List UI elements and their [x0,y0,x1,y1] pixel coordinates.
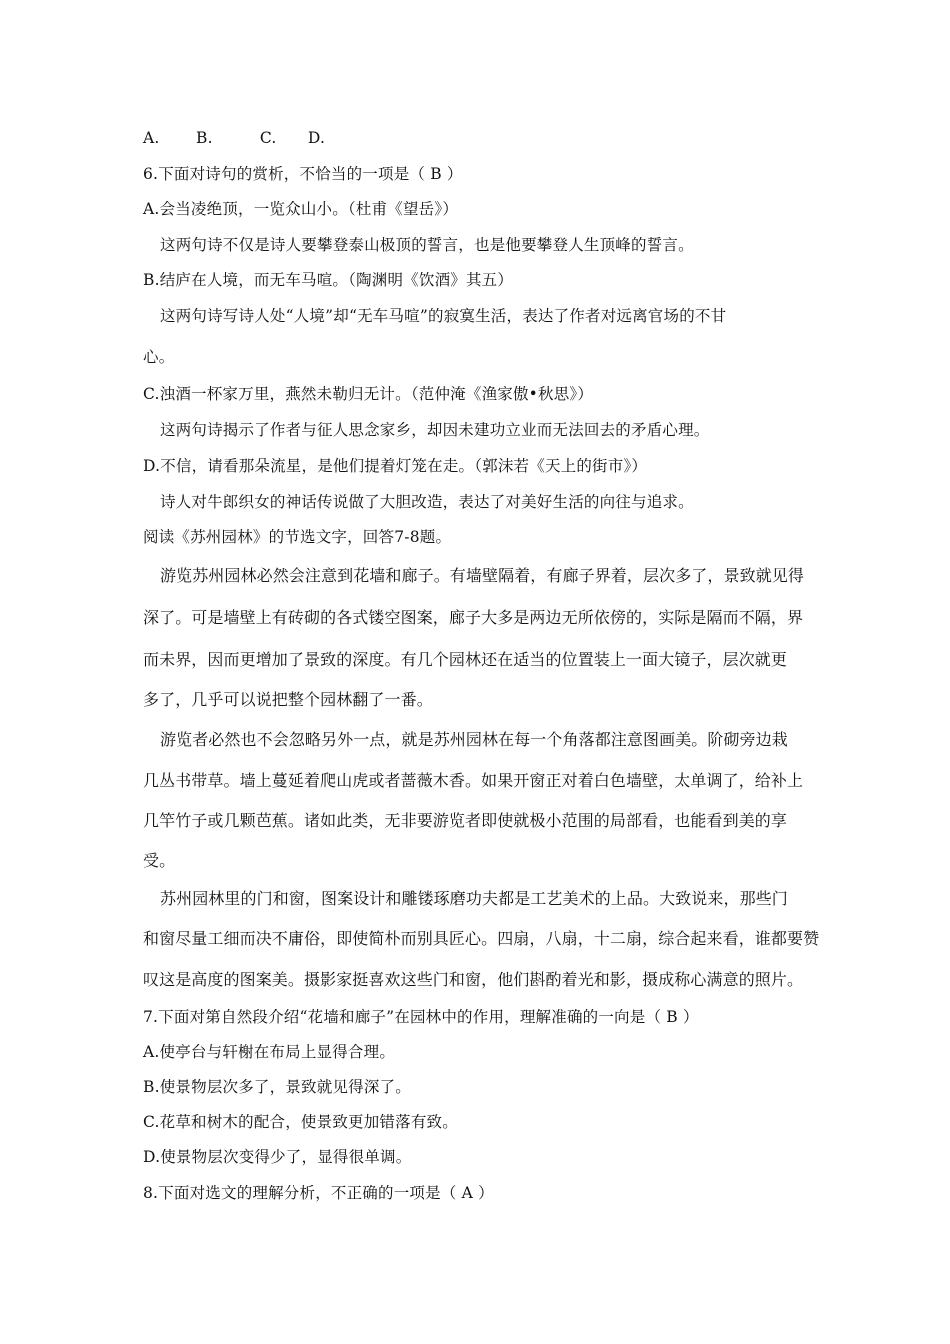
q6-option-c: C.浊酒一杯家万里，燕然未勒归无计。（范仲淹《渔家傲•秋思》） [143,385,594,403]
passage-p2-line4: 受。 [143,851,176,870]
passage-p3-line2: 和窗尽量工细而决不庸俗，即使简朴而别具匠心。四扇，八扇，十二扇，综合起来看，谁都要赞 [143,929,820,948]
q6-option-b: B.结庐在人境，而无车马喧。（陶渊明《饮酒》其五） [143,271,514,289]
q6-option-c-analysis: 这两句诗揭示了作者与征人思念家乡，却因未建功立业而无法回去的矛盾心理。 [160,421,710,439]
passage-p3-line1: 苏州园林里的门和窗，图案设计和雕镂琢磨功夫都是工艺美术的上品。大致说来，那些门 [160,889,788,908]
q7-option-d: D.使景物层次变得少了，显得很单调。 [143,1148,412,1166]
q6-option-a: A.会当凌绝顶，一览众山小。（杜甫《望岳》） [143,200,459,218]
q6-option-d-analysis: 诗人对牛郎织女的神话传说做了大胆改造，表达了对美好生活的向往与追求。 [160,493,694,511]
q6-stem: 6.下面对诗句的赏析，不恰当的一项是（ B ） [143,165,463,183]
passage-p2-line1: 游览者必然也不会忽略另外一点，就是苏州园林在每一个角落都注意图画美。阶砌旁边栽 [160,730,788,749]
q7-option-b: B.使景物层次多了，景致就见得深了。 [143,1078,411,1096]
q6-option-b-analysis: 这两句诗写诗人处“人境”却“无车马喧”的寂寞生活，表达了作者对远离官场的不甘 [160,307,727,325]
q6-option-d: D.不信，请看那朵流星，是他们提着灯笼在走。（郭沫若《天上的街市》） [143,457,648,475]
q7-stem: 7.下面对第自然段介绍“花墙和廊子”在园林中的作用，理解准确的一向是（ B ） [143,1008,699,1026]
q7-option-c: C.花草和树木的配合，使景致更加错落有致。 [143,1113,458,1131]
passage-p1-line3: 而未界，因而更增加了景致的深度。有几个园林还在适当的位置装上一面大镜子，层次就更 [143,650,788,669]
q5-options-line: A. B. C. D. [143,129,326,147]
passage-p1-line1: 游览苏州园林必然会注意到花墙和廊子。有墙壁隔着，有廊子界着，层次多了，景致就见得 [160,566,805,585]
passage-p2-line2: 几丛书带草。墙上蔓延着爬山虎或者蔷薇木香。如果开窗正对着白色墙壁，太单调了，给补上 [143,771,804,790]
passage-p2-line3: 几竿竹子或几颗芭蕉。诸如此类，无非要游览者即使就极小范围的局部看，也能看到美的享 [143,811,788,830]
q6-option-b-analysis-cont: 心。 [143,348,175,366]
q6-option-a-analysis: 这两句诗不仅是诗人要攀登泰山极顶的誓言，也是他要攀登人生顶峰的誓言。 [160,236,694,254]
passage-p3-line3: 叹这是高度的图案美。摄影家挺喜欢这些门和窗，他们斟酌着光和影，摄成称心满意的照片。 [143,970,804,989]
reading-instruction: 阅读《苏州园林》的节选文字，回答7-8题。 [143,528,452,546]
passage-p1-line2: 深了。可是墙壁上有砖砌的各式镂空图案，廊子大多是两边无所依傍的，实际是隔而不隔，界 [143,608,804,627]
passage-p1-line4: 多了，几乎可以说把整个园林翻了一番。 [143,690,433,709]
q7-option-a: A.使亭台与轩榭在布局上显得合理。 [143,1043,396,1061]
q8-stem: 8.下面对选文的理解分析，不正确的一项是（ A ） [143,1184,494,1202]
